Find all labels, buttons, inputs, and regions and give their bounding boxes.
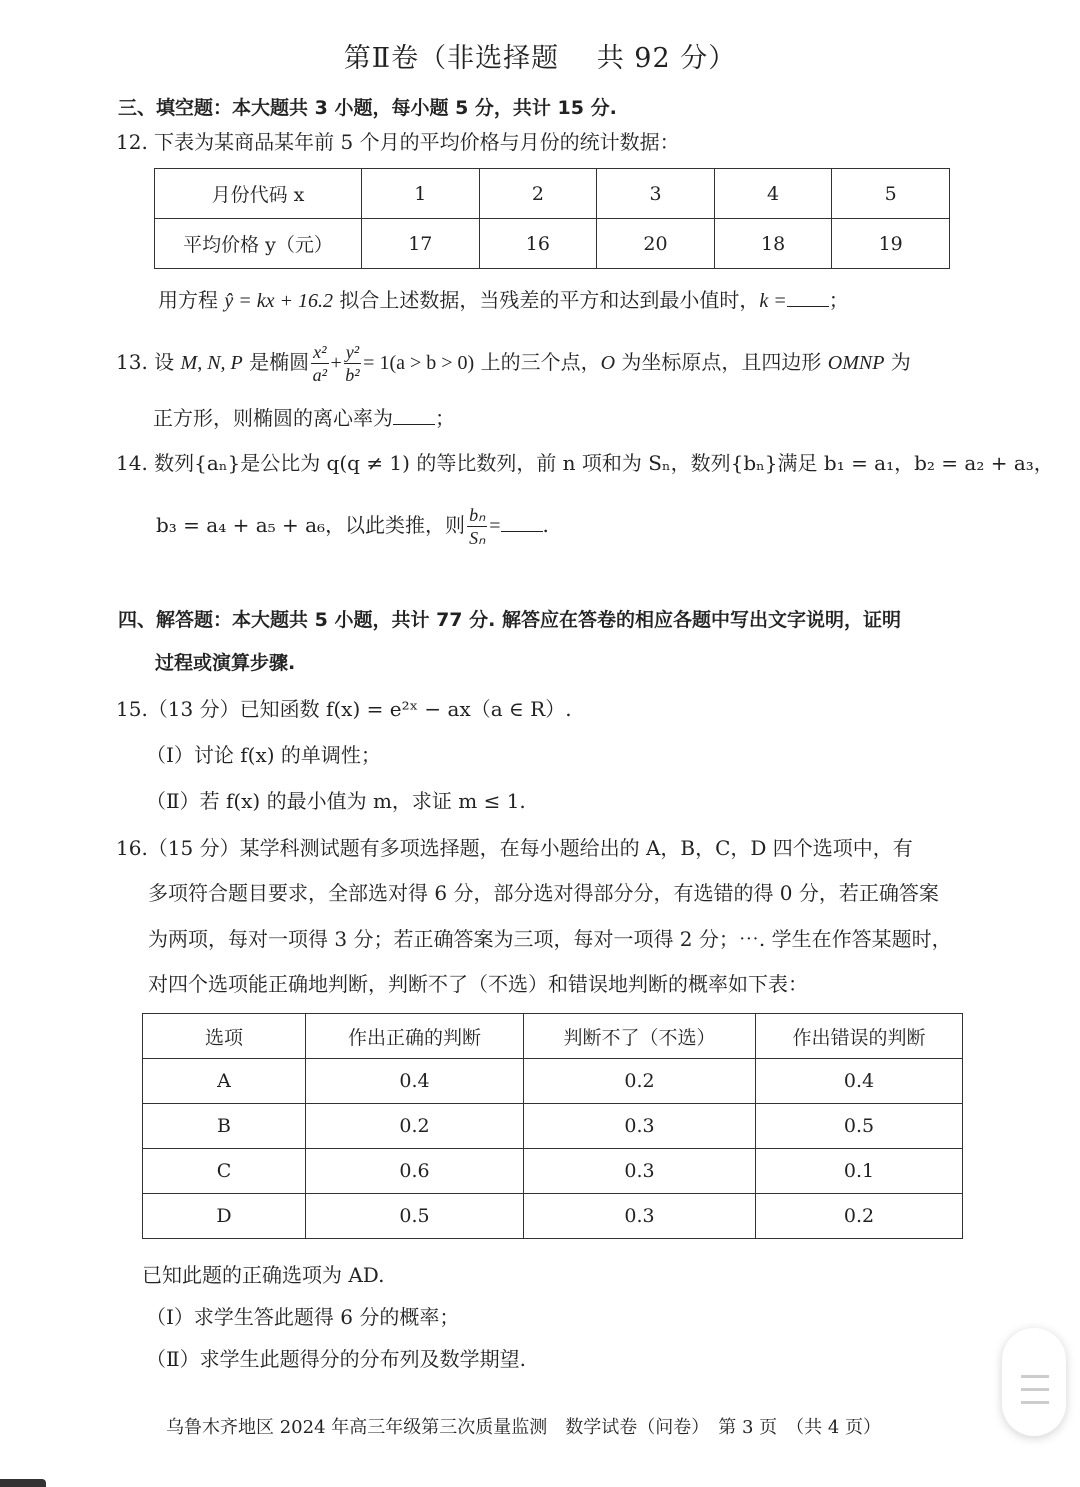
fraction [311, 341, 328, 386]
text: 正方形，则椭圆的离心率为 [153, 406, 393, 430]
q13-number: 13. [116, 350, 148, 374]
text: b₃ = a₄ + a₅ + a₆，以此类推，则 [156, 513, 466, 537]
text: ； [828, 288, 849, 312]
section-title: 第Ⅱ卷（非选择题 共 92 分） [343, 43, 737, 74]
q16-part2: （Ⅱ）求学生此题得分的分布列及数学期望. [146, 1347, 526, 1371]
fraction-part: Sₙ [469, 528, 486, 548]
table-cell: 3 [597, 169, 715, 219]
hamburger-menu-icon[interactable] [1002, 1328, 1066, 1436]
text: 上的三个点， [474, 350, 601, 374]
table-cell: 20 [597, 219, 715, 269]
text: 为 [884, 350, 911, 374]
table-cell: C [143, 1149, 306, 1194]
q16-line: 16.（15 分）某学科测试题有多项选择题，在每小题给出的 A，B，C，D 四个选项中，有 [116, 836, 913, 860]
text: 为坐标原点，且四边形 [615, 350, 828, 374]
fraction-part: y² [345, 342, 360, 362]
q12-number: 12. [116, 130, 148, 154]
q12-table [154, 168, 950, 269]
table-cell: 0.4 [756, 1059, 963, 1104]
table-cell: 0.3 [524, 1104, 756, 1149]
table-cell: 0.5 [306, 1194, 524, 1239]
text: 用方程 [158, 288, 225, 312]
q16-line: 对四个选项能正确地判断，判断不了（不选）和错误地判断的概率如下表： [148, 972, 808, 996]
q16-known: 已知此题的正确选项为 AD. [142, 1263, 385, 1287]
row-header: 平均价格 y（元） [155, 219, 362, 269]
text: 拟合上述数据，当残差的平方和达到最小值时， [332, 288, 760, 312]
column-header: 作出错误的判断 [756, 1014, 963, 1059]
table-cell: 16 [479, 219, 597, 269]
math: + [330, 352, 342, 374]
table-cell: 19 [832, 219, 950, 269]
table-cell: A [143, 1059, 306, 1104]
table-row [143, 1059, 963, 1104]
table-row [143, 1149, 963, 1194]
fraction [467, 504, 487, 549]
table-row [143, 1104, 963, 1149]
regression-equation: ŷ = kx + 16.2 [224, 290, 333, 312]
table-cell: 17 [362, 219, 480, 269]
section4-heading-cont: 过程或演算步骤. [155, 652, 296, 674]
table-cell: 0.4 [306, 1059, 524, 1104]
column-header: 作出正确的判断 [306, 1014, 524, 1059]
q16-part1: （Ⅰ）求学生答此题得 6 分的概率； [146, 1305, 460, 1329]
text: 设 [154, 350, 181, 374]
table-row [155, 219, 950, 269]
q16-table [142, 1013, 963, 1239]
answer-blank [501, 511, 543, 532]
q15-stem: 15.（13 分）已知函数 f(x) = e²ˣ − ax（a ∈ R）. [116, 697, 572, 721]
section3-heading: 三、填空题：本大题共 3 小题，每小题 5 分，共计 15 分. [118, 97, 617, 119]
fraction-part: bₙ [469, 505, 486, 525]
q14-number: 14. [116, 451, 148, 475]
table-cell: 1 [362, 169, 480, 219]
table-cell: 5 [832, 169, 950, 219]
table-cell: 0.3 [524, 1149, 756, 1194]
section4-heading: 四、解答题：本大题共 5 小题，共计 77 分. 解答应在答卷的相应各题中写出文字说明，证明 [118, 609, 901, 631]
row-header: 月份代码 x [155, 169, 362, 219]
math: OMNP [827, 352, 885, 374]
text: 数列{aₙ}是公比为 q(q ≠ 1) 的等比数列，前 n 项和为 Sₙ，数列{bₙ}满足 b₁ = a₁，b₂ = a₂ + a₃， [154, 451, 1054, 475]
q14-line2 [156, 500, 549, 551]
table-header-row [143, 1014, 963, 1059]
text: 是椭圆 [242, 350, 310, 374]
table-cell: 0.2 [756, 1194, 963, 1239]
text: ； [435, 406, 455, 430]
text: . [542, 513, 549, 537]
bottom-bar-handle [0, 1479, 46, 1487]
q15-part2: （Ⅱ）若 f(x) 的最小值为 m，求证 m ≤ 1. [146, 789, 526, 813]
table-cell: 0.3 [524, 1194, 756, 1239]
math: M, N, P [180, 352, 243, 374]
table-cell: 0.5 [756, 1104, 963, 1149]
q12-stem [116, 128, 680, 156]
q16-line: 多项符合题目要求，全部选对得 6 分，部分选对得部分分，有选错的得 0 分，若正确答案 [148, 881, 939, 905]
fraction-part: b² [345, 365, 360, 385]
table-cell: 0.1 [756, 1149, 963, 1194]
q12-question [158, 286, 849, 315]
table-row [155, 169, 950, 219]
column-header: 选项 [143, 1014, 306, 1059]
q15-part1: （Ⅰ）讨论 f(x) 的单调性； [146, 743, 381, 767]
k-label: k = [759, 290, 787, 312]
fraction [344, 341, 361, 386]
q16-line: 为两项，每对一项得 3 分；若正确答案为三项，每对一项得 2 分；⋯. 学生在作答某题时， [148, 927, 952, 951]
page-footer: 乌鲁木齐地区 2024 年高三年级第三次质量监测 数学试卷（问卷） 第 3 页 （共 4 页） [166, 1417, 882, 1438]
math: = [489, 515, 501, 537]
table-cell: 0.2 [524, 1059, 756, 1104]
q13-line1 [116, 338, 911, 387]
math: = 1(a > b > 0) [363, 352, 475, 374]
table-cell: D [143, 1194, 306, 1239]
table-cell: 4 [714, 169, 832, 219]
table-cell: 0.2 [306, 1104, 524, 1149]
table-cell: 0.6 [306, 1149, 524, 1194]
q12-text: 下表为某商品某年前 5 个月的平均价格与月份的统计数据： [154, 130, 680, 154]
table-cell: B [143, 1104, 306, 1149]
math: O [600, 352, 616, 374]
answer-blank [393, 404, 435, 425]
q13-line2 [153, 404, 455, 432]
column-header: 判断不了（不选） [524, 1014, 756, 1059]
table-row [143, 1194, 963, 1239]
table-cell: 18 [714, 219, 832, 269]
table-cell: 2 [479, 169, 597, 219]
q14-line1 [116, 449, 1054, 477]
answer-blank [787, 286, 829, 307]
fraction-part: x² [313, 342, 327, 362]
fraction-part: a² [312, 365, 327, 385]
